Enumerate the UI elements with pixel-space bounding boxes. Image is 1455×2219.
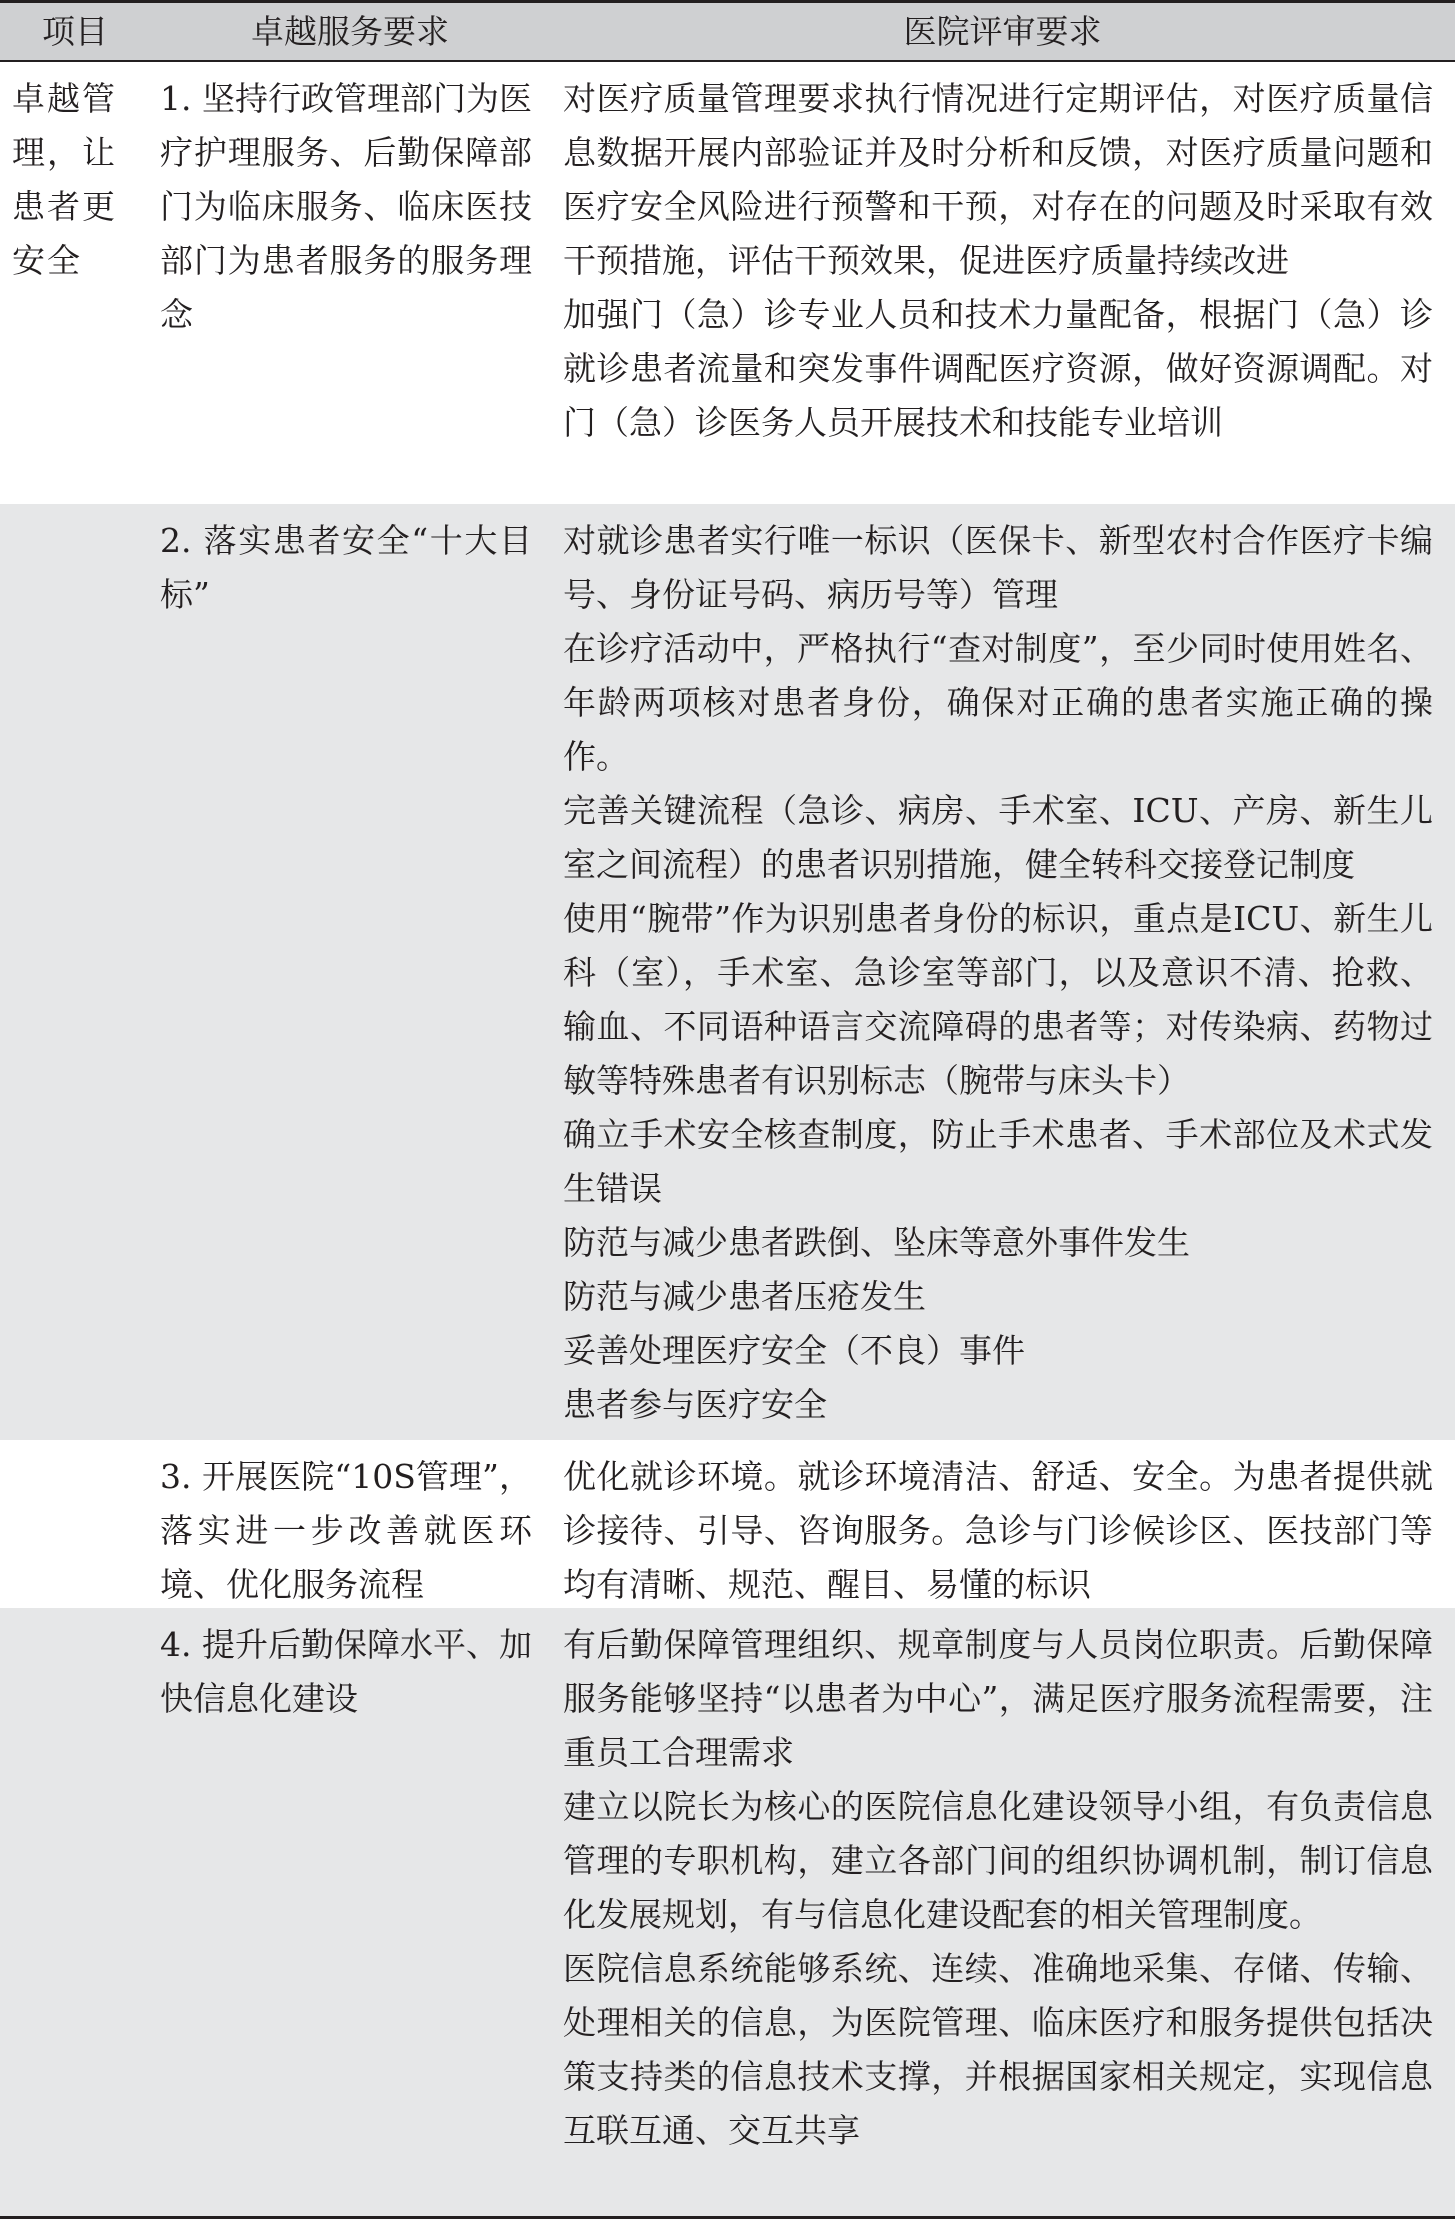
category-cell: 卓越管理，让患者更安全 bbox=[12, 79, 117, 280]
service-cell: 2. 落实患者安全“十大目标” bbox=[160, 521, 532, 614]
review-item: 有后勤保障管理组织、规章制度与人员岗位职责。后勤保障服务能够坚持“以患者为中心”，满足医疗服务流程需要，注重员工合理需求 bbox=[563, 1625, 1433, 1772]
review-item: 加强门（急）诊专业人员和技术力量配备，根据门（急）诊就诊患者流量和突发事件调配医疗资源，做好资源调配。对门（急）诊医务人员开展技术和技能专业培训 bbox=[563, 295, 1433, 442]
table-header bbox=[0, 3, 1455, 62]
review-cell bbox=[563, 504, 1433, 1432]
review-item: 完善关键流程（急诊、病房、手术室、ICU、产房、新生儿室之间流程）的患者识别措施，健全转科交接登记制度 bbox=[563, 791, 1433, 884]
header-service-requirements: 卓越服务要求 bbox=[251, 12, 449, 51]
table-row bbox=[0, 1440, 1455, 1608]
review-item: 防范与减少患者跌倒、坠床等意外事件发生 bbox=[563, 1223, 1190, 1262]
review-item: 防范与减少患者压疮发生 bbox=[563, 1277, 926, 1316]
review-item: 建立以院长为核心的医院信息化建设领导小组，有负责信息管理的专职机构，建立各部门间的组织协调机制，制订信息化发展规划，有与信息化建设配套的相关管理制度。 bbox=[563, 1787, 1433, 1934]
table-row bbox=[0, 504, 1455, 1440]
service-cell: 3. 开展医院“10S管理”，落实进一步改善就医环境、优化服务流程 bbox=[160, 1457, 532, 1604]
service-cell: 1. 坚持行政管理部门为医疗护理服务、后勤保障部门为临床服务、临床医技部门为患者服务的服务理念 bbox=[160, 79, 532, 334]
review-cell bbox=[563, 1440, 1433, 1612]
review-item: 妥善处理医疗安全（不良）事件 bbox=[563, 1331, 1025, 1370]
review-item: 对医疗质量管理要求执行情况进行定期评估，对医疗质量信息数据开展内部验证并及时分析和反馈，对医疗质量问题和医疗安全风险进行预警和干预，对存在的问题及时采取有效干预措施，评估干预效果，促进医疗质量持续改进 bbox=[563, 79, 1433, 280]
table-row bbox=[0, 1608, 1455, 2216]
review-cell bbox=[563, 62, 1433, 450]
review-item: 对就诊患者实行唯一标识（医保卡、新型农村合作医疗卡编号、身份证号码、病历号等）管理 bbox=[563, 521, 1433, 614]
header-item: 项目 bbox=[42, 12, 108, 51]
review-item: 优化就诊环境。就诊环境清洁、舒适、安全。为患者提供就诊接待、引导、咨询服务。急诊与门诊候诊区、医技部门等均有清晰、规范、醒目、易懂的标识 bbox=[563, 1457, 1433, 1604]
review-item: 患者参与医疗安全 bbox=[563, 1385, 827, 1424]
review-item: 医院信息系统能够系统、连续、准确地采集、存储、传输、处理相关的信息，为医院管理、临床医疗和服务提供包括决策支持类的信息技术支撑，并根据国家相关规定，实现信息互联互通、交互共享 bbox=[563, 1949, 1433, 2150]
header-review-requirements: 医院评审要求 bbox=[903, 12, 1102, 51]
review-item: 在诊疗活动中，严格执行“查对制度”，至少同时使用姓名、年龄两项核对患者身份，确保对正确的患者实施正确的操作。 bbox=[563, 629, 1433, 776]
table-row bbox=[0, 62, 1455, 504]
review-item: 使用“腕带”作为识别患者身份的标识，重点是ICU、新生儿科（室），手术室、急诊室等部门，以及意识不清、抢救、输血、不同语种语言交流障碍的患者等；对传染病、药物过敏等特殊患者有识别标志（腕带与床头卡） bbox=[563, 899, 1433, 1100]
service-cell: 4. 提升后勤保障水平、加快信息化建设 bbox=[160, 1625, 532, 1718]
review-cell bbox=[563, 1608, 1433, 2158]
review-item: 确立手术安全核查制度，防止手术患者、手术部位及术式发生错误 bbox=[563, 1115, 1433, 1208]
